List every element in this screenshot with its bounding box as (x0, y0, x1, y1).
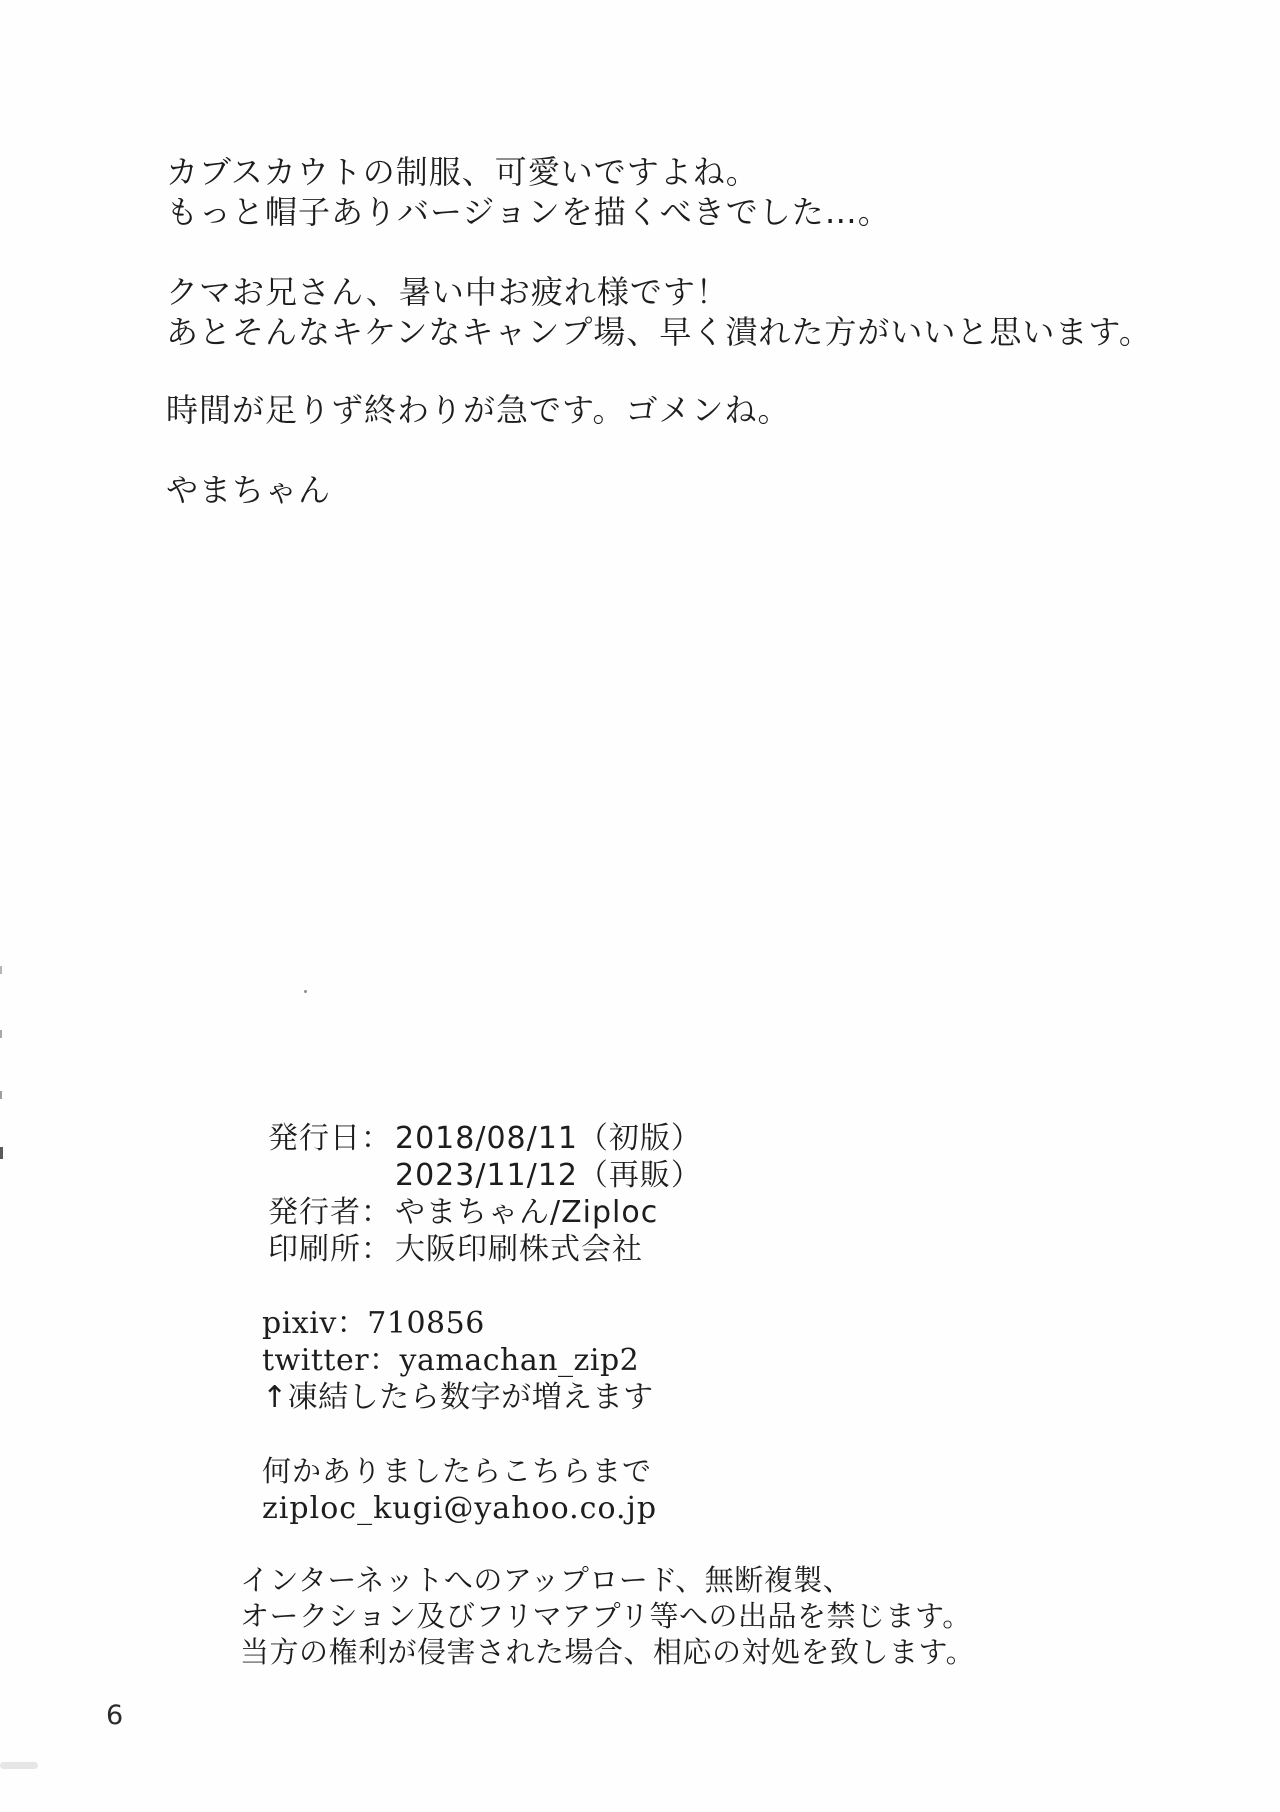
sns-accounts-block (262, 1305, 654, 1416)
scan-edge-artifact (0, 1091, 2, 1099)
printer-name: 大阪印刷株式会社 (395, 1232, 643, 1267)
contact-email: ziploc_kugi@yahoo.co.jp (262, 1491, 658, 1526)
issue-date-first-edition: 2018/08/11（初版） (395, 1121, 702, 1156)
blank-line (166, 430, 1152, 470)
twitter-label: twitter： (262, 1343, 400, 1378)
contact-note: 何かありましたらこちらまで (262, 1454, 653, 1488)
twitter-id: yamachan_zip2 (399, 1343, 640, 1378)
author-signature: やまちゃん (166, 471, 332, 509)
afterword-line: カブスカウトの制服、可愛いですよね。 (166, 153, 759, 191)
pixiv-row (262, 1305, 654, 1342)
pixiv-label: pixiv： (262, 1306, 368, 1341)
afterword-line: 時間が足りず終わりが急です。ゴメンね。 (166, 391, 791, 429)
scan-edge-artifact (0, 966, 2, 974)
scan-speck (304, 990, 307, 993)
scan-edge-artifact (0, 1147, 3, 1159)
printer-label: 印刷所： (268, 1232, 392, 1267)
afterword-line: もっと帽子ありバージョンを描くべきでした…。 (166, 193, 891, 231)
issue-date-reprint: 2023/11/12（再販） (395, 1158, 702, 1193)
legal-notice-block (240, 1562, 975, 1670)
twitter-note: ↑凍結したら数字が増えます (262, 1380, 654, 1415)
afterword-text-block (166, 152, 1152, 510)
afterword-line: あとそんなキケンなキャンプ場、早く潰れた方がいいと思います。 (166, 313, 1152, 351)
contact-block (262, 1452, 657, 1528)
scan-smudge (0, 1762, 38, 1769)
blank-line (166, 232, 1152, 272)
publication-info-block (268, 1120, 702, 1268)
publisher-name: やまちゃん/Ziploc (395, 1195, 659, 1230)
scan-edge-artifact (0, 1030, 2, 1038)
legal-line: 当方の権利が侵害された場合、相応の対処を致します。 (240, 1635, 976, 1669)
twitter-row (262, 1342, 654, 1379)
publisher-row (268, 1194, 702, 1231)
legal-line: インターネットへのアップロード、無断複製、 (240, 1563, 853, 1597)
printer-row (268, 1231, 702, 1268)
legal-line: オークション及びフリマアプリ等への出品を禁じます。 (240, 1599, 972, 1633)
issue-date-reprint-row (268, 1157, 702, 1194)
afterword-line: クマお兄さん、暑い中お疲れ様です！ (166, 273, 729, 311)
issue-date-row (268, 1120, 702, 1157)
pixiv-id: 710856 (367, 1306, 485, 1341)
page-number: 6 (106, 1700, 124, 1731)
publisher-label: 発行者： (268, 1195, 392, 1230)
blank-line (166, 352, 1152, 390)
issue-date-label: 発行日： (268, 1121, 392, 1156)
